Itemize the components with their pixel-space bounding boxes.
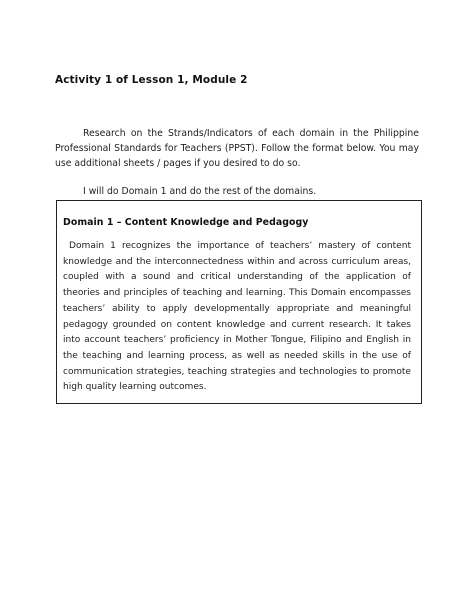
domain-1-title: Domain 1 – Content Knowledge and Pedagogy (63, 217, 309, 228)
domain-1-box (56, 200, 422, 404)
instructions-paragraph: Research on the Strands/Indicators of each domain in the Philippine Professional Standards for Teachers (PPST). Follow the format below. You may use additional sheets / pages if you desired to do so. (55, 128, 419, 169)
domain-1-description: Domain 1 recognizes the importance of teachers’ mastery of content knowledge and the interconnectedness within and across curriculum areas, coupled with a sound and critical understanding of the application of theories and principles of teaching and learning. This Domain encompasses teachers’ ability to apply developmentally appropriate and meaningful pedagogy grounded on content knowledge and current research. It takes into account teachers’ proficiency in Mother Tongue, Filipino and English in the teaching and learning process, as well as needed skills in the use of communication strategies, teaching strategies and technologies to promote high quality learning outcomes. (63, 241, 411, 393)
note-paragraph: I will do Domain 1 and do the rest of the domains. (83, 186, 317, 197)
activity-heading: Activity 1 of Lesson 1, Module 2 (55, 74, 248, 86)
